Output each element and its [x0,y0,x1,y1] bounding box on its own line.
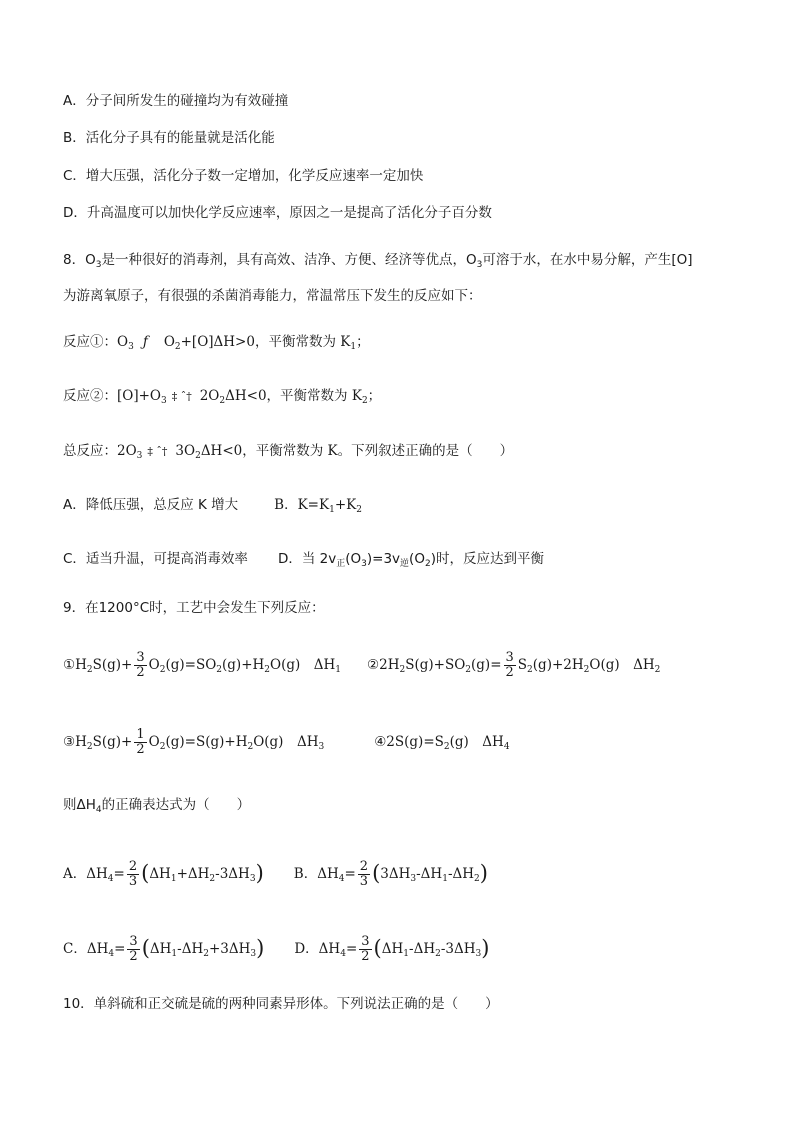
subscript: 3 [95,260,102,270]
denominator: 2 [136,742,145,757]
subscript: 2 [247,742,254,752]
numerator: 3 [129,934,138,949]
q8-option-d [278,551,544,567]
subscript: 2 [443,742,450,752]
eq-text: S(g)+ [92,657,133,673]
subscript: 2 [361,396,368,406]
option-text: ΔH [381,941,404,957]
eq-text: (g)=SO [165,657,217,673]
q9-stem: 9．在1200°C时，工艺中会发生下列反应： [63,600,325,616]
subscript: 2 [203,949,209,959]
q9-options-cd [63,935,489,964]
subscript: 1 [335,665,342,675]
q8-number: 8． [63,252,86,268]
eq-text: O [148,734,160,750]
subscript: 4 [338,874,345,884]
subscript: 4 [95,805,102,815]
subscript: 2 [654,665,661,675]
reaction-label: 反应②：[O]+O [63,388,161,404]
subscript: 2 [159,742,166,752]
subscript: 1 [170,874,177,884]
punctuation: ； [367,388,382,404]
option-text: -ΔH [177,941,204,957]
subscript: 2 [195,451,201,461]
subscript: 2 [356,505,362,515]
q10-stem: 10．单斜硫和正交硫是硫的两种同素异形体。下列说法正确的是（ ） [63,996,499,1012]
reaction-product: 2O [199,388,220,404]
option-text: -3ΔH [215,866,250,882]
eq-text: (g) ΔH [449,734,504,750]
option-text: 3ΔH [380,866,411,882]
q8-total-reaction [63,441,513,462]
ozone-symbol: O [85,252,96,268]
subscript: 2 [219,396,226,406]
reaction-text: ΔH<0，平衡常数为 K。下列叙述正确的是（ ） [200,443,514,459]
eq-text: ②2H [367,657,400,673]
q9-option-b: B．$\Delta H_4=$ $\frac{2}{3}$ $(3\Delta H_3-\Delta H_1-\Delta H_2)$ [293,859,488,889]
q8-option-a: A．降低压强，总反应 K 增大 [63,497,239,513]
reaction-label: 反应①：O [63,334,129,350]
denominator: 3 [128,874,138,889]
eq-text: O(g) ΔH [253,734,319,750]
option-text: +K [334,497,357,513]
subscript: 4 [107,874,114,884]
eq-text: (g)=S(g)+H [165,734,248,750]
numerator: 2 [128,859,138,874]
q8-text: 可溶于水，在水中易分解，产生[O] [482,252,693,268]
option-text: -ΔH [447,866,475,882]
equilibrium-arrow-icon: ‡ ˆ† [171,390,192,403]
denominator: 2 [505,665,514,680]
question-text: 则ΔH [63,797,96,813]
option-text: (O [345,551,362,567]
q7-option-a: A．分子间所发生的碰撞均为有效碰撞 [63,93,289,109]
q8-option-b [274,497,362,513]
subscript: 3 [318,742,325,752]
numerator: 2 [359,859,369,874]
reaction-product: 3O [175,443,196,459]
eq-text: (g)+H [222,657,265,673]
option-text: -ΔH [416,866,443,882]
subscript: 3 [476,260,483,270]
subscript: 1 [442,874,448,884]
numerator: 1 [136,727,145,742]
q8-reaction-2 [63,386,381,407]
subscript: 3 [475,949,482,959]
subscript: 1 [350,342,357,352]
subscript: 2 [474,874,480,884]
option-text: ΔH [149,941,172,957]
subscript: 3 [128,342,134,352]
subscript: 2 [174,342,181,352]
option-text: -ΔH [409,941,436,957]
subscript: 4 [503,742,510,752]
subscript: 2 [527,665,533,675]
option-text: B．ΔH [293,866,339,882]
fraction [134,651,146,680]
option-text: D．当 2v [277,551,337,567]
q8-options-ab [63,495,362,515]
eq-text: O(g) ΔH [270,657,336,673]
denominator: 2 [129,949,138,964]
denominator: 3 [359,874,369,889]
eq-text: O(g) ΔH [589,657,655,673]
denominator: 2 [136,665,145,680]
subscript: 4 [340,949,346,959]
q8-option-c: C．适当升温，可提高消毒效率 [63,551,248,567]
equation-4 [374,734,509,750]
subscript: 3 [249,874,256,884]
q9-equations-1-2 [63,651,660,680]
q8-stem-line2: 为游离氧原子，有很强的杀菌消毒能力，常温常压下发生的反应如下： [63,288,482,304]
option-text: )=3v [366,551,401,567]
subscript: 3 [250,949,257,959]
subscript: 2 [435,949,441,959]
option-text: C．ΔH [63,941,109,957]
equilibrium-arrow-icon: ‡ ˆ† [147,445,168,458]
punctuation: ； [356,334,370,350]
eq-text: S(g)+SO [405,657,466,673]
q7-option-c: C．增大压强，活化分子数一定增加，化学反应速率一定加快 [63,168,424,184]
q9-options-ab [63,860,488,889]
option-text: -3ΔH [440,941,476,957]
option-text: )时，反应达到平衡 [430,551,544,567]
fraction [504,651,516,680]
subscript: 2 [216,665,223,675]
subscript: 2 [159,665,166,675]
option-text: +3ΔH [208,941,251,957]
subscript: 2 [424,559,431,569]
reaction-text: ΔH<0，平衡常数为 K [225,388,362,404]
eq-text: O [148,657,160,673]
q8-options-cd [63,549,544,569]
denominator: 2 [361,949,370,964]
equation-2 [367,650,661,680]
equation-1 [63,650,342,680]
fraction [134,728,146,757]
subscript: 1 [403,949,410,959]
numerator: 3 [136,650,145,665]
eq-text: ③H [63,734,87,750]
q7-option-b: B．活化分子具有的能量就是活化能 [63,130,275,146]
eq-text: S(g)+ [92,734,133,750]
fraction [359,935,371,964]
eq-text: ④2S(g)=S [374,734,444,750]
equilibrium-arrow-icon: ƒ [142,334,148,350]
option-text: D．ΔH [294,941,341,957]
q7-option-d: D．升高温度可以加快化学反应速率，原因之一是提高了活化分子百分数 [63,205,492,221]
reaction-product: O [163,334,175,350]
subscript: 2 [264,665,271,675]
subscript: 2 [399,665,406,675]
option-text: ΔH [149,866,171,882]
option-text: A．ΔH [63,866,108,882]
subscript: 2 [86,665,93,675]
subscript: 2 [465,665,472,675]
subscript: 1 [329,505,335,515]
subscript: 逆 [400,559,410,569]
q8-reaction-1 [63,332,370,352]
subscript: 3 [136,451,143,461]
subscript: 3 [361,559,367,569]
eq-text: (g)= [471,657,502,673]
q9-option-a: A．$\Delta H_4=$ $\frac{2}{3}$ $(\Delta H_1+\Delta H_2-3\Delta H_3)$ [63,859,264,889]
subscript: 正 [336,559,346,569]
q9-option-d: D．$\Delta H_4=$ $\frac{3}{2}$ $(\Delta H_1-\Delta H_2-3\Delta H_3)$ [294,934,490,964]
eq-text: (g)+2H [532,657,584,673]
fraction [127,860,139,889]
reaction-label: 总反应：2O [63,443,137,459]
subscript: 1 [171,949,178,959]
option-text: +ΔH [176,866,210,882]
subscript: 3 [410,874,417,884]
subscript: 3 [160,396,167,406]
option-text: (O [409,551,425,567]
numerator: 3 [361,934,370,949]
subscript: 2 [583,665,590,675]
q8-stem-line1 [63,250,693,270]
subscript: 2 [209,874,216,884]
subscript: 2 [86,742,93,752]
fraction [127,935,139,964]
option-text: B．K=K [274,497,330,513]
q8-text: 是一种很好的消毒剂，具有高效、洁净、方便、经济等优点，O [101,252,477,268]
fraction [358,860,370,889]
equation-3 [63,727,325,757]
q9-option-c: C．$\Delta H_4=$ $\frac{3}{2}$ $(\Delta H_1-\Delta H_2+3\Delta H_3)$ [63,934,265,964]
subscript: 4 [108,949,115,959]
numerator: 3 [505,650,514,665]
q9-question [63,795,250,815]
eq-text: S [517,657,528,673]
eq-text: ①H [63,657,87,673]
question-text: 的正确表达式为（ ） [101,797,251,813]
reaction-text: +[O]ΔH>0，平衡常数为 K [180,334,351,350]
q9-equations-3-4 [63,728,510,757]
